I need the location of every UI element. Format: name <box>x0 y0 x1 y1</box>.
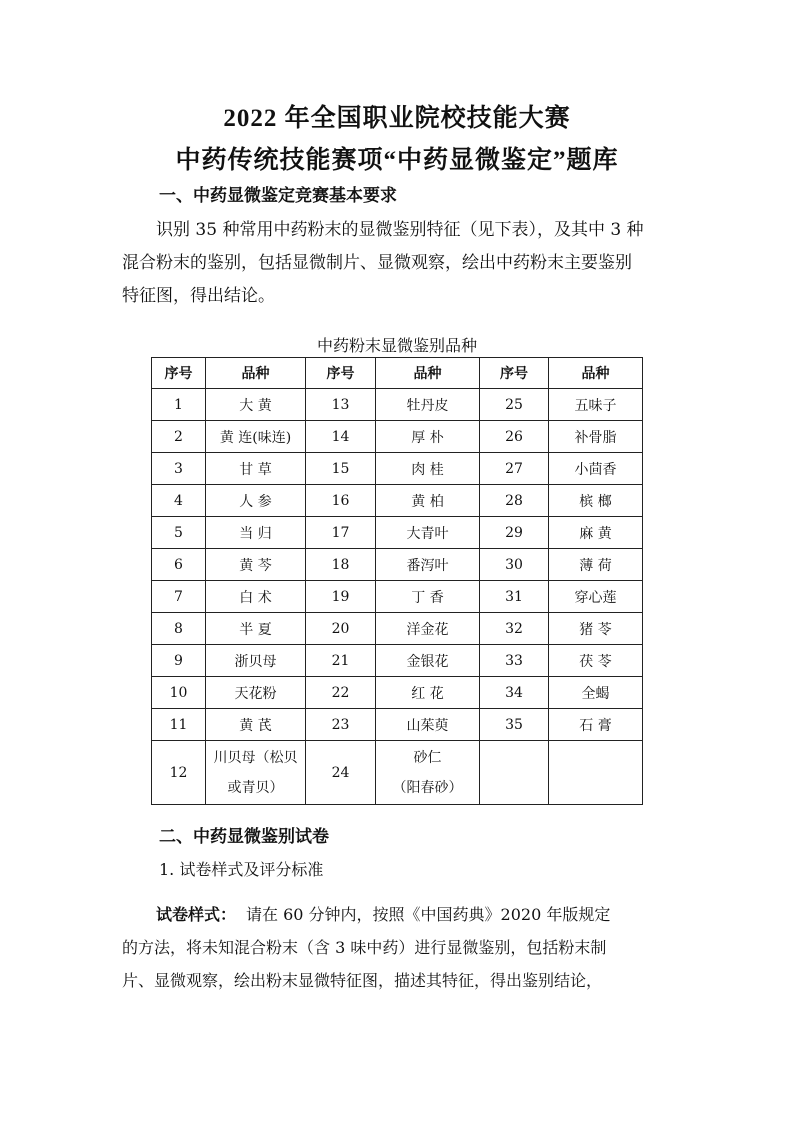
table-cell: 26 <box>480 421 549 453</box>
table-cell: 17 <box>306 517 376 549</box>
table-cell: 28 <box>480 485 549 517</box>
table-row <box>152 421 643 453</box>
table-cell: 29 <box>480 517 549 549</box>
cell-line: 砂仁 <box>413 749 442 766</box>
cell-line: （阳春砂） <box>392 779 463 796</box>
table-cell: 黄 芩 <box>206 549 306 581</box>
table-cell: 13 <box>306 389 376 421</box>
table-cell: 31 <box>480 581 549 613</box>
table-cell: 21 <box>306 645 376 677</box>
table-cell-empty <box>480 741 549 805</box>
table-cell: 2 <box>152 421 206 453</box>
paragraph-line <box>122 898 678 931</box>
document-title-line1: 2022 年全国职业院校技能大赛 <box>223 105 571 132</box>
table-cell: 白 术 <box>206 581 306 613</box>
column-header: 序号 <box>152 358 206 389</box>
table-cell: 五味子 <box>549 389 643 421</box>
table-cell: 天花粉 <box>206 677 306 709</box>
table-cell: 9 <box>152 645 206 677</box>
table-cell: 23 <box>306 709 376 741</box>
table-cell: 麻 黄 <box>549 517 643 549</box>
document-title-line2: 中药传统技能赛项“中药显微鉴定”题库 <box>175 147 619 174</box>
table-cell: 小茴香 <box>549 453 643 485</box>
table-cell: 补骨脂 <box>549 421 643 453</box>
table-cell: 大青叶 <box>376 517 480 549</box>
table-row <box>152 517 643 549</box>
paragraph-line: 特征图，得出结论。 <box>122 286 275 306</box>
table-cell: 薄 荷 <box>549 549 643 581</box>
table-cell: 5 <box>152 517 206 549</box>
table-cell: 19 <box>306 581 376 613</box>
table-cell: 7 <box>152 581 206 613</box>
table-cell: 丁 香 <box>376 581 480 613</box>
paper-style-label: 试卷样式： <box>156 905 237 924</box>
table-cell: 16 <box>306 485 376 517</box>
table-cell: 33 <box>480 645 549 677</box>
table-body <box>152 389 643 741</box>
table-cell: 半 夏 <box>206 613 306 645</box>
table-cell: 黄 芪 <box>206 709 306 741</box>
table-cell: 石 膏 <box>549 709 643 741</box>
table-cell: 6 <box>152 549 206 581</box>
table-cell: 金银花 <box>376 645 480 677</box>
table-row <box>152 485 643 517</box>
table-cell: 25 <box>480 389 549 421</box>
paragraph-line: 识别 35 种常用中药粉末的显微鉴别特征（见下表），及其中 3 种 <box>156 220 644 240</box>
table-row <box>152 549 643 581</box>
table-cell: 茯 苓 <box>549 645 643 677</box>
table-cell: 红 花 <box>376 677 480 709</box>
table-cell: 30 <box>480 549 549 581</box>
table-cell: 15 <box>306 453 376 485</box>
table-row <box>152 389 643 421</box>
table-cell: 4 <box>152 485 206 517</box>
table-cell: 34 <box>480 677 549 709</box>
table-cell-empty <box>549 741 643 805</box>
table-cell: 洋金花 <box>376 613 480 645</box>
table-cell: 35 <box>480 709 549 741</box>
column-header: 品种 <box>549 358 643 389</box>
table-row <box>152 709 643 741</box>
cell-line: 川贝母（松贝 <box>213 749 298 766</box>
table-row <box>152 677 643 709</box>
table-cell: 20 <box>306 613 376 645</box>
table-row <box>152 613 643 645</box>
paragraph-text: 请在 60 分钟内，按照《中国药典》2020 年版规定 <box>246 905 611 924</box>
table-cell: 12 <box>152 741 206 805</box>
table-cell: 1 <box>152 389 206 421</box>
cell-line: 或青贝） <box>227 779 284 796</box>
table-cell: 当 归 <box>206 517 306 549</box>
table-cell: 24 <box>306 741 376 805</box>
table-header-row <box>152 358 643 389</box>
table-cell: 穿心莲 <box>549 581 643 613</box>
table-cell: 厚 朴 <box>376 421 480 453</box>
section2-paragraph <box>122 898 678 997</box>
table-cell: 黄 连(味连) <box>206 421 306 453</box>
table-cell: 14 <box>306 421 376 453</box>
table-cell <box>206 741 306 805</box>
table-cell: 牡丹皮 <box>376 389 480 421</box>
table-cell: 3 <box>152 453 206 485</box>
paragraph-line: 混合粉末的鉴别，包括显微制片、显微观察，绘出中药粉末主要鉴别 <box>122 253 632 273</box>
table-caption: 中药粉末显微鉴别品种 <box>316 336 477 355</box>
section2-subheading: 1. 试卷样式及评分标准 <box>159 860 324 879</box>
table-cell: 肉 桂 <box>376 453 480 485</box>
paragraph-line: 片、显微观察，绘出粉末显微特征图，描述其特征，得出鉴别结论， <box>122 971 603 990</box>
table-cell: 浙贝母 <box>206 645 306 677</box>
table-cell: 32 <box>480 613 549 645</box>
section2-heading: 二、中药显微鉴别试卷 <box>159 827 329 847</box>
table-cell: 27 <box>480 453 549 485</box>
column-header: 序号 <box>480 358 549 389</box>
paragraph-line: 的方法，将未知混合粉末（含 3 味中药）进行显微鉴别，包括粉末制 <box>122 938 607 957</box>
table-row <box>152 453 643 485</box>
table-cell: 8 <box>152 613 206 645</box>
table-cell: 番泻叶 <box>376 549 480 581</box>
table-cell: 人 参 <box>206 485 306 517</box>
table-cell: 黄 柏 <box>376 485 480 517</box>
table-row <box>152 581 643 613</box>
section1-paragraph <box>122 214 678 313</box>
table-row <box>152 645 643 677</box>
column-header: 品种 <box>376 358 480 389</box>
section1-heading: 一、中药显微鉴定竞赛基本要求 <box>159 186 397 206</box>
table-cell: 山茱萸 <box>376 709 480 741</box>
table-cell: 10 <box>152 677 206 709</box>
table-cell: 槟 榔 <box>549 485 643 517</box>
table-cell <box>376 741 480 805</box>
herb-table <box>151 357 643 805</box>
table-cell: 甘 草 <box>206 453 306 485</box>
table-cell: 全蝎 <box>549 677 643 709</box>
table-cell: 11 <box>152 709 206 741</box>
column-header: 序号 <box>306 358 376 389</box>
table-cell: 22 <box>306 677 376 709</box>
table-cell: 大 黄 <box>206 389 306 421</box>
column-header: 品种 <box>206 358 306 389</box>
table-cell: 猪 苓 <box>549 613 643 645</box>
table-row <box>152 741 643 805</box>
table-cell: 18 <box>306 549 376 581</box>
